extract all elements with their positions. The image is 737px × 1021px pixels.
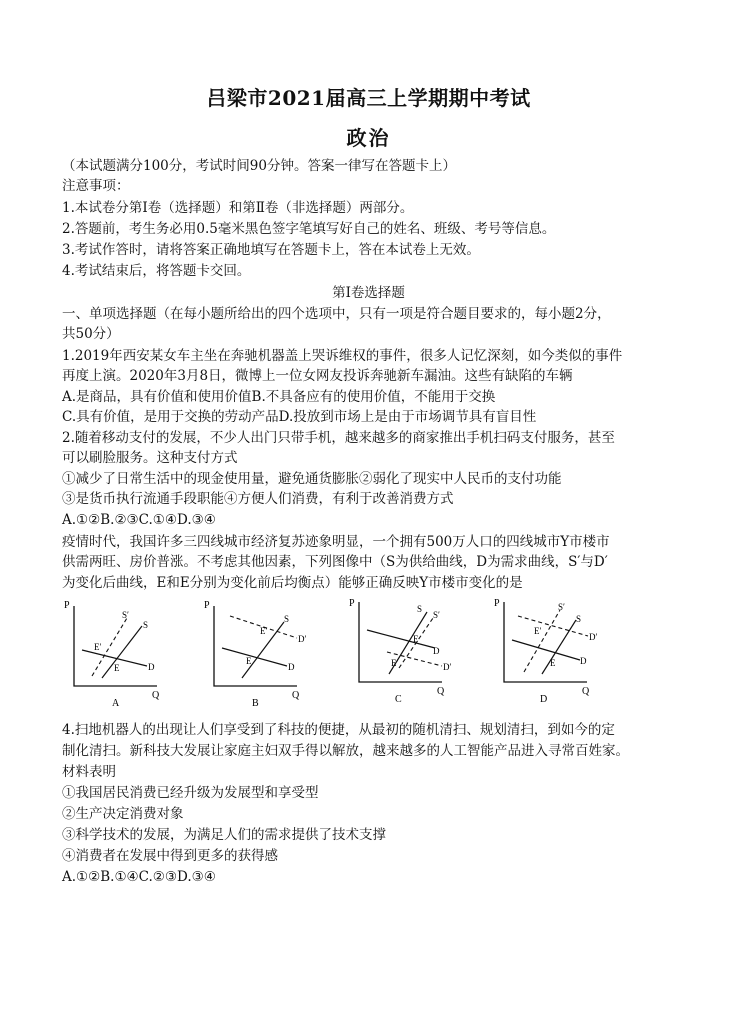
demand-curve xyxy=(367,630,435,648)
question-3-stem: 疫情时代，我国许多三四线城市经济复苏迹象明显，一个拥有500万人口的四线城市Y市楼市 xyxy=(62,534,610,550)
shifted-demand-label: D′ xyxy=(443,662,452,672)
demand-label: D xyxy=(148,662,155,672)
question-2-statement: ③是货币执行流通手段职能④方便人们消费，有利于改善消费方式 xyxy=(62,491,454,507)
q-axis-label: Q xyxy=(292,690,300,701)
question-1-option: C.具有价值，是用于交换的劳动产品D.投放到市场上是由于市场调节具有盲目性 xyxy=(62,409,537,425)
question-4-statement: ④消费者在发展中得到更多的获得感 xyxy=(62,848,278,864)
note-item: 2.答题前，考生务必用0.5毫米黑色签字笔填写好自己的姓名、班级、考号等信息。 xyxy=(62,221,556,237)
question-1-option: A.是商品，具有价值和使用价值B.不具备应有的使用价值，不能用于交换 xyxy=(62,389,496,405)
question-4-stem: 4.扫地机器人的出现让人们享受到了科技的便捷，从最初的随机清扫、规划清扫，到如今的定 xyxy=(62,722,615,738)
demand-label: D xyxy=(288,662,295,672)
supply-curve xyxy=(102,626,142,678)
q-axis-label: Q xyxy=(582,686,590,697)
intro-text: （本试题满分100分，考试时间90分钟。答案一律写在答题卡上） xyxy=(62,158,456,174)
supply-demand-graphs xyxy=(62,598,682,708)
question-2-answers: A.①②B.②③C.①④D.③④ xyxy=(62,512,216,528)
shifted-supply-label: S′ xyxy=(433,610,440,620)
graph-caption: B xyxy=(252,698,259,708)
page-title: 吕梁市2021届高三上学期期中考试 xyxy=(206,86,531,110)
demand-curve xyxy=(512,640,580,660)
question-3-stem: 供需两旺、房价普涨。不考虑其他因素，下列图像中（S为供给曲线，D为需求曲线，S′与D′ xyxy=(62,554,608,570)
question-3-stem: 为变化后曲线，E和E分别为变化前后均衡点）能够正确反映Y市楼市变化的是 xyxy=(62,575,523,591)
axes xyxy=(359,602,442,682)
new-equilibrium-label: E′ xyxy=(94,642,102,652)
q-axis-label: Q xyxy=(437,686,445,697)
equilibrium-label: E xyxy=(550,658,556,668)
equilibrium-label: E xyxy=(413,634,419,644)
graph-a xyxy=(62,598,202,708)
new-equilibrium-label: E′ xyxy=(534,626,542,636)
subject-title: 政治 xyxy=(346,126,391,150)
question-4-statement: ①我国居民消费已经升级为发展型和享受型 xyxy=(62,785,319,801)
note-item: 4.考试结束后，将答题卡交回。 xyxy=(62,263,251,279)
part-one-instructions: 一、单项选择题（在每小题所给出的四个选项中，只有一项是符合题目要求的，每小题2分， xyxy=(62,306,611,322)
shifted-supply-label: S′ xyxy=(558,602,565,612)
question-4-answers: A.①②B.①④C.②③D.③④ xyxy=(62,869,216,885)
supply-label: S xyxy=(143,620,149,630)
question-4-stem: 材料表明 xyxy=(62,764,116,780)
graph-b xyxy=(202,598,342,708)
p-axis-label: P xyxy=(494,598,500,609)
shifted-demand-label: D′ xyxy=(589,632,598,642)
demand-curve xyxy=(222,648,287,666)
axes xyxy=(74,606,157,686)
graph-caption: A xyxy=(112,698,120,708)
equilibrium-label: E xyxy=(114,663,120,673)
note-item: 1.本试卷分第Ⅰ卷（选择题）和第Ⅱ卷（非选择题）两部分。 xyxy=(62,200,414,216)
question-2-statement: ①减少了日常生活中的现金使用量，避免通货膨胀②弱化了现实中人民币的支付功能 xyxy=(62,471,562,487)
graph-d xyxy=(492,598,632,708)
p-axis-label: P xyxy=(64,600,70,611)
question-2-stem: 可以刷脸服务。这种支付方式 xyxy=(62,450,238,466)
question-4-stem: 制化清扫。新科技大发展让家庭主妇双手得以解放，越来越多的人工智能产品进入寻常百姓家。 xyxy=(62,743,629,759)
supply-label: S xyxy=(284,614,290,624)
question-2-stem: 2.随着移动支付的发展，不少人出门只带手机，越来越多的商家推出手机扫码支付服务，甚至 xyxy=(62,430,615,446)
p-axis-label: P xyxy=(204,600,210,611)
question-4-statement: ③科学技术的发展，为满足人们的需求提供了技术支撑 xyxy=(62,827,386,843)
supply-label: S xyxy=(576,614,582,624)
section-title: 第Ⅰ卷选择题 xyxy=(332,285,405,301)
graph-caption: C xyxy=(395,694,402,705)
note-item: 3.考试作答时，请将答案正确地填写在答题卡上，答在本试卷上无效。 xyxy=(62,242,480,258)
q-axis-label: Q xyxy=(152,690,160,701)
equilibrium-label: E xyxy=(246,656,252,666)
shifted-supply-label: S′ xyxy=(122,610,129,620)
axes xyxy=(504,602,587,682)
question-4-statement: ②生产决定消费对象 xyxy=(62,806,184,822)
p-axis-label: P xyxy=(349,598,355,609)
part-one-instructions: 共50分） xyxy=(62,326,120,342)
demand-label: D xyxy=(580,656,587,666)
notes-heading: 注意事项： xyxy=(62,178,130,194)
question-1-stem: 再度上演。2020年3月8日，微博上一位女网友投诉奔驰新车漏油。这些有缺陷的车辆 xyxy=(62,368,573,384)
supply-label: S xyxy=(417,604,423,614)
graph-caption: D xyxy=(540,694,548,705)
new-equilibrium-label: E′ xyxy=(260,626,268,636)
question-1-stem: 1.2019年西安某女车主坐在奔驰机器盖上哭诉维权的事件，很多人记忆深刻，如今类似的事件 xyxy=(62,348,623,364)
shifted-demand-label: D′ xyxy=(298,634,307,644)
demand-label: D xyxy=(433,646,440,656)
graph-c xyxy=(347,598,487,708)
new-equilibrium-label: E′ xyxy=(391,658,399,668)
